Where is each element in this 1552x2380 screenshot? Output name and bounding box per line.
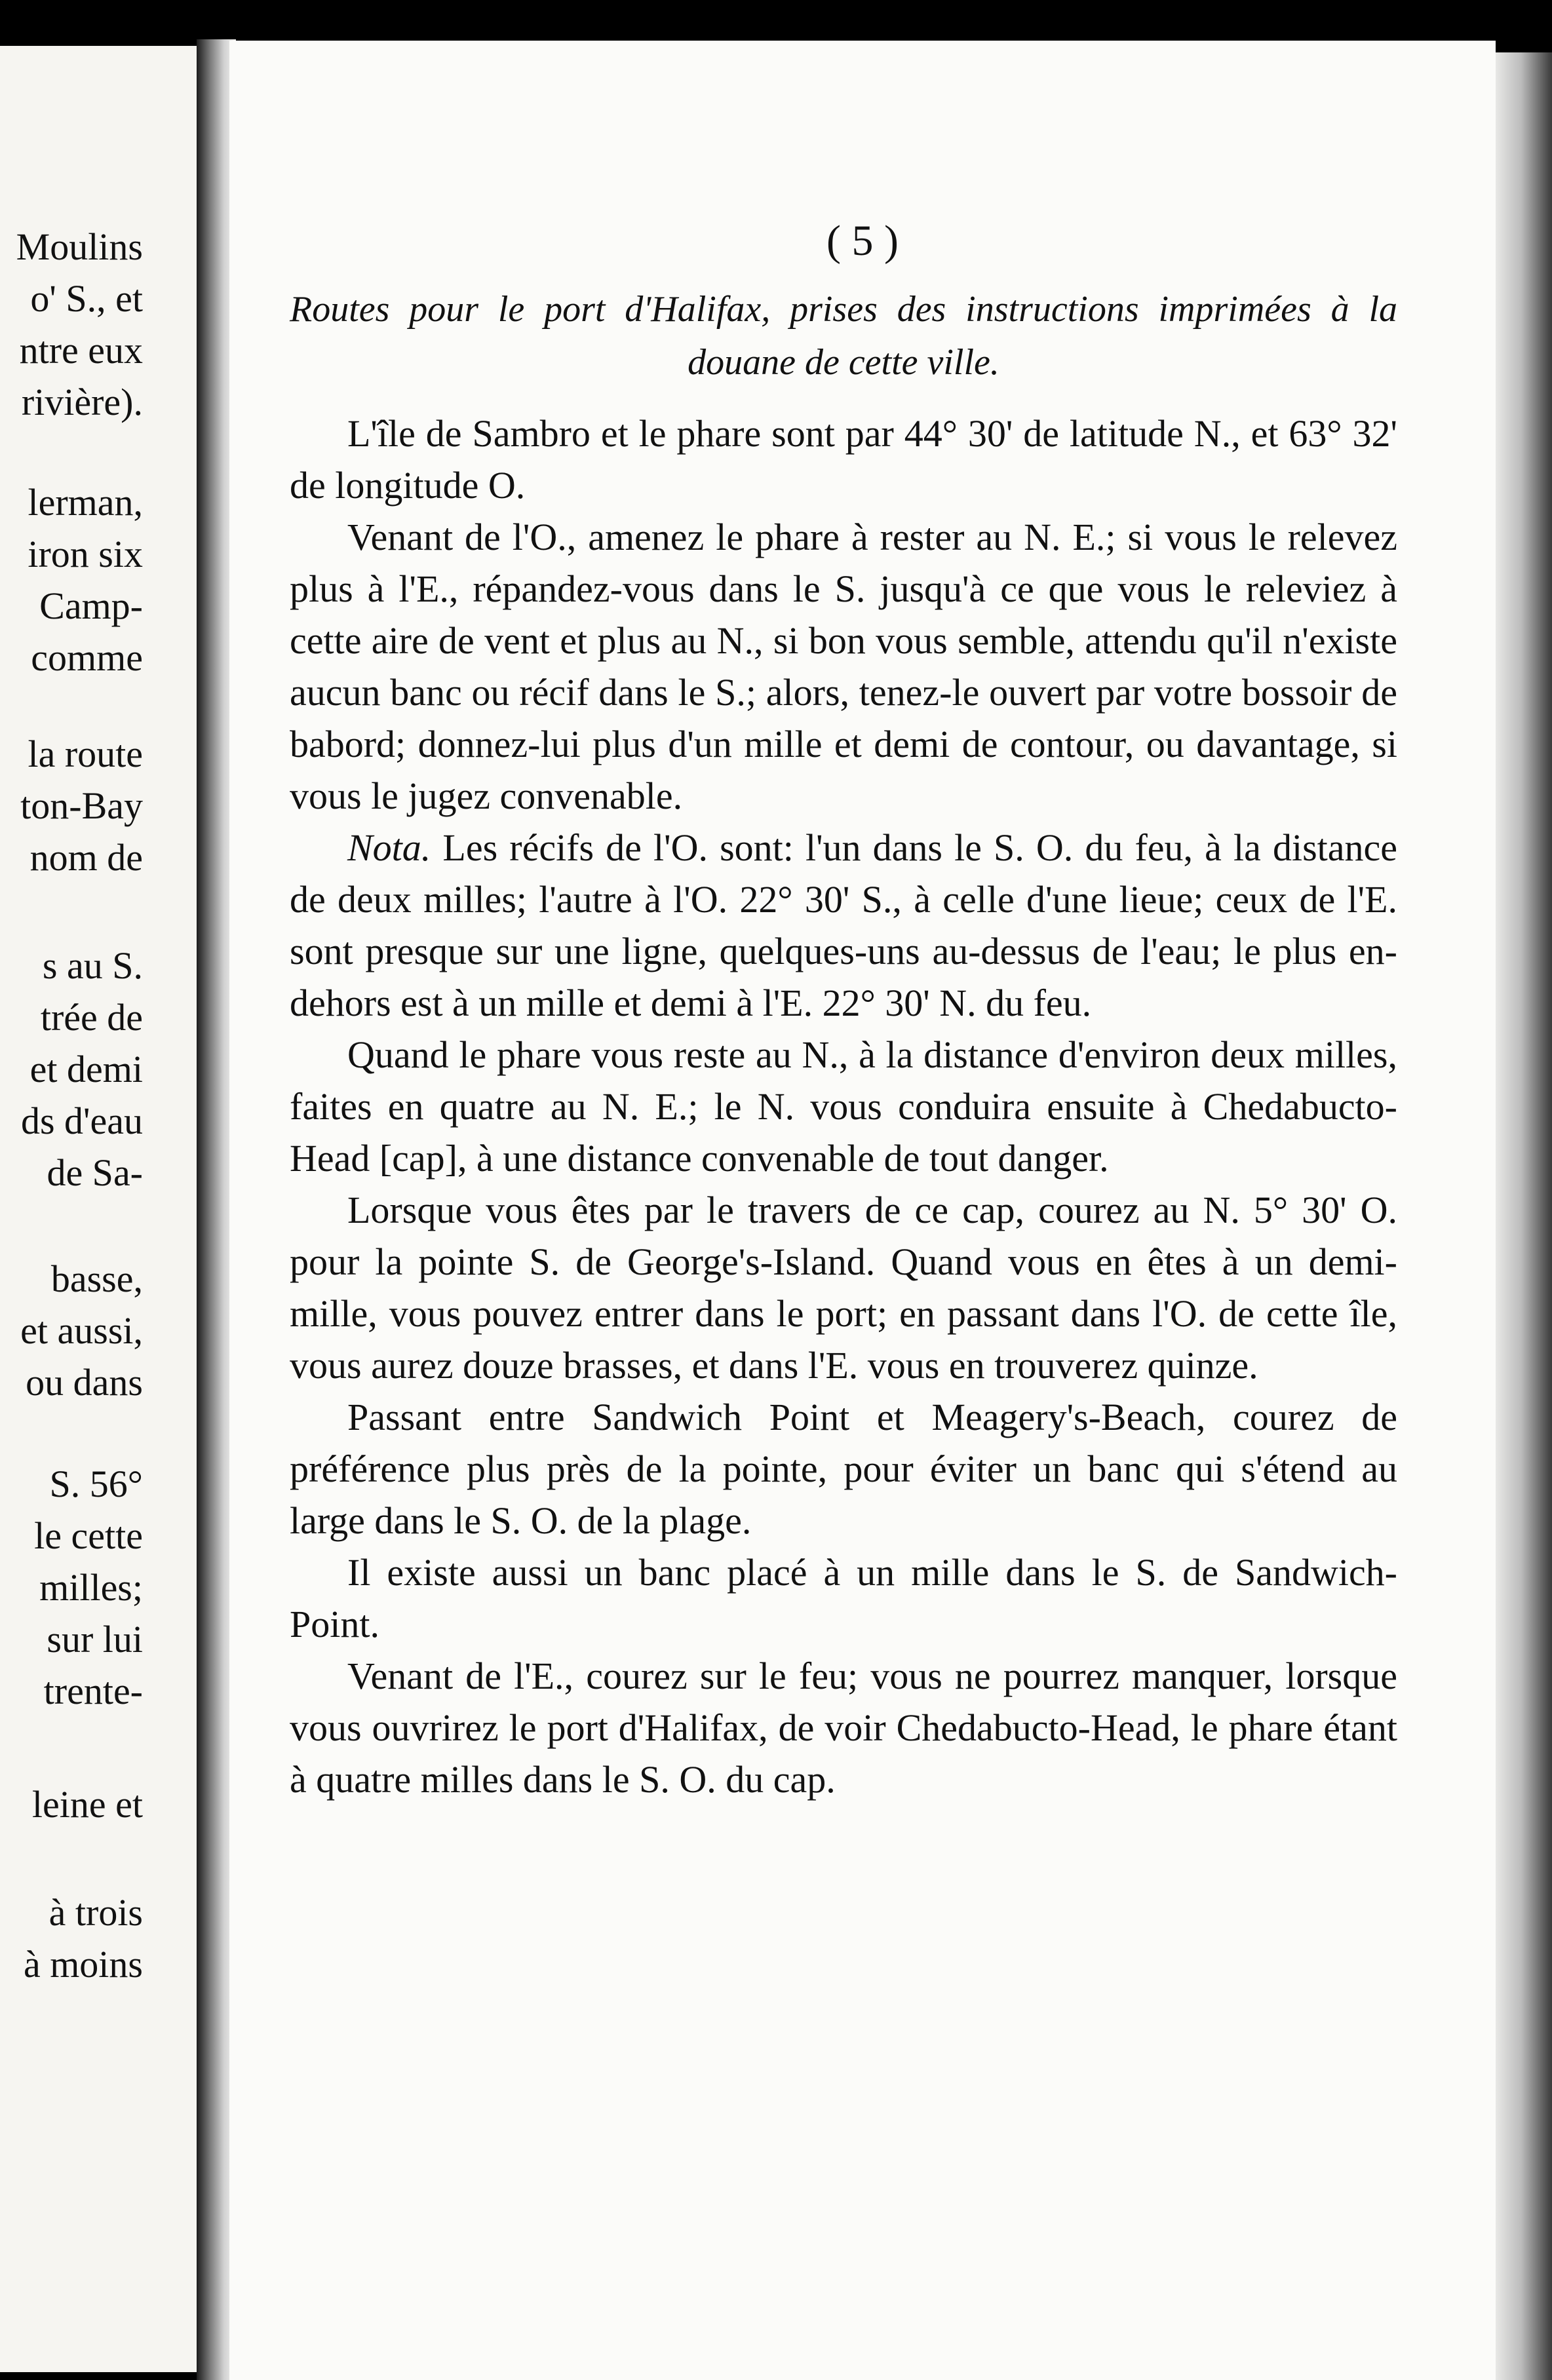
facing-line: sur lui	[47, 1618, 143, 1660]
paragraph: Venant de l'E., courez sur le feu; vous ne pourrez manquer, lorsque vous ouvrirez le port d'Halifax, de voir Chedabucto-Head, le phare étant à quatre milles dans le S. O. du cap.	[290, 1655, 1397, 1801]
facing-line: iron six	[28, 533, 143, 575]
paragraph: Venant de l'O., amenez le phare à rester au N. E.; si vous le relevez plus à l'E., répandez-vous dans le S. jusqu'à ce que vous le releviez à cette aire de vent et plus au N., si bon vous semble, attendu qu'il n'existe aucun banc ou récif dans le S.; alors, tenez-le ouvert par votre bossoir de babord; donnez-lui plus d'un mille et demi de contour, ou davantage, si vous le jugez convenable.	[290, 516, 1397, 817]
nota-text: Les récifs de l'O. sont: l'un dans le S. O. du feu, à la distance de deux milles; l'autre à l'O. 22° 30' S., à celle d'une lieue; ceux de l'E. sont presque sur une ligne, quelques-uns au-dessus de l'eau; le plus en-dehors est à un mille et demi à l'E. 22° 30' N. du feu.	[290, 826, 1397, 1024]
book-page	[229, 41, 1496, 2380]
page-edge	[1496, 52, 1552, 2380]
nota-paragraph	[290, 822, 1397, 1029]
section-heading: Routes pour le port d'Halifax, prises des instructions imprimées à la douane de cette ville.	[290, 289, 1397, 383]
facing-line: ntre eux	[19, 329, 143, 372]
facing-line: et aussi,	[20, 1309, 143, 1352]
facing-line: et demi	[29, 1048, 143, 1090]
facing-line: comme	[31, 636, 143, 679]
facing-line: S. 56°	[49, 1463, 143, 1505]
facing-line: trée de	[40, 996, 143, 1039]
facing-line: le cette	[34, 1514, 143, 1557]
facing-line: Camp-	[39, 585, 143, 627]
facing-line: ds d'eau	[20, 1100, 143, 1142]
page-number: ( 5 )	[826, 217, 899, 265]
facing-line: de Sa-	[47, 1151, 143, 1194]
facing-line: milles;	[39, 1566, 143, 1609]
paragraph: Il existe aussi un banc placé à un mille dans le S. de Sandwich-Point.	[290, 1551, 1397, 1645]
paragraph: Quand le phare vous reste au N., à la distance d'environ deux milles, faites en quatre au N. E.; le N. vous conduira ensuite à Chedabucto-Head [cap], à une distance convenable de tout danger.	[290, 1033, 1397, 1180]
facing-line: nom de	[29, 836, 143, 879]
facing-page	[0, 46, 208, 2372]
facing-line: lerman,	[28, 481, 143, 524]
facing-line: ton-Bay	[20, 784, 143, 827]
facing-line: leine et	[31, 1783, 143, 1826]
facing-line: basse,	[50, 1257, 143, 1300]
facing-line: ou dans	[26, 1361, 143, 1404]
facing-line: à trois	[48, 1891, 143, 1934]
nota-label: Nota.	[347, 826, 431, 869]
facing-line: à moins	[23, 1943, 143, 1986]
facing-line: s au S.	[42, 944, 143, 987]
facing-line: la route	[28, 733, 143, 775]
paragraph: L'île de Sambro et le phare sont par 44° 30' de latitude N., et 63° 32' de longitude O.	[290, 412, 1397, 507]
page-text	[290, 283, 1397, 1805]
facing-line: rivière).	[21, 381, 143, 423]
facing-line: trente-	[43, 1670, 143, 1712]
facing-line: Moulins	[16, 225, 143, 268]
facing-line: o' S., et	[30, 277, 143, 320]
paragraph: Passant entre Sandwich Point et Meagery's-Beach, courez de préférence plus près de la pointe, pour éviter un banc qui s'étend au large dans le S. O. de la plage.	[290, 1396, 1397, 1542]
paragraph: Lorsque vous êtes par le travers de ce cap, courez au N. 5° 30' O. pour la pointe S. de George's-Island. Quand vous en êtes à un demi-mille, vous pouvez entrer dans le port; en passant dans l'O. de cette île, vous aurez douze brasses, et dans l'E. vous en trouverez quinze.	[290, 1189, 1397, 1387]
